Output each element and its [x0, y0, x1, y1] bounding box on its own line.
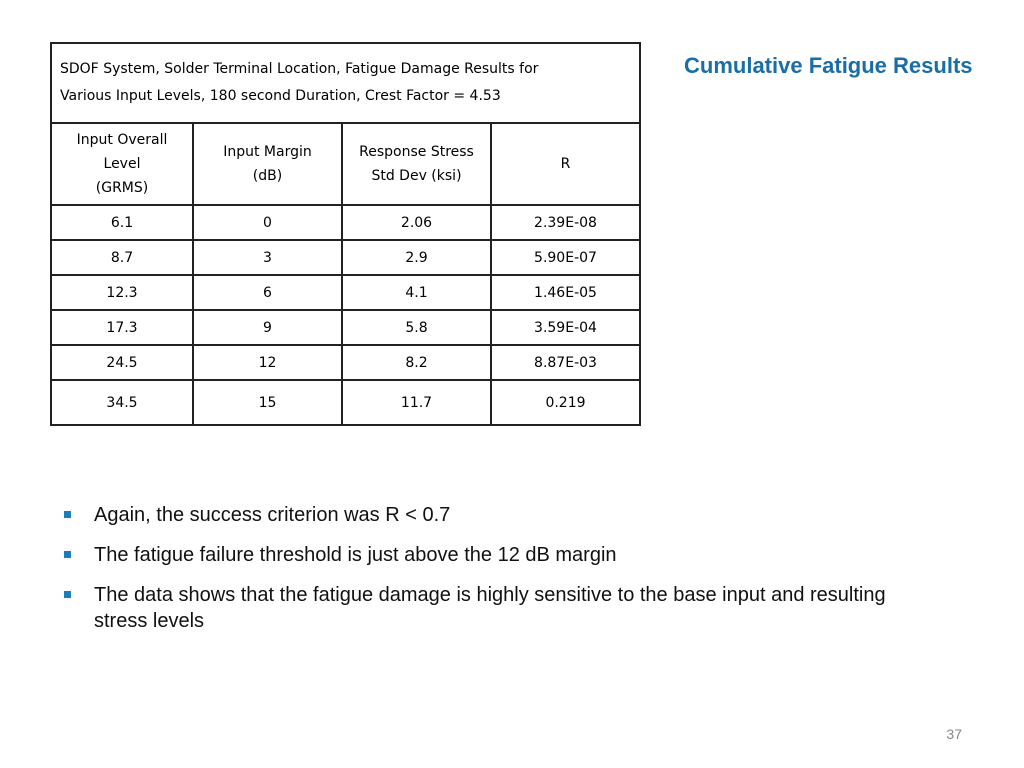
bullet-text: The data shows that the fatigue damage is highly sensitive to the base input and resulting stress levels: [94, 584, 886, 632]
square-bullet-icon: [64, 551, 71, 558]
header-text: Level: [103, 156, 141, 172]
cell-response-stress: 5.8: [342, 310, 491, 345]
header-r: R: [491, 123, 640, 205]
cell-input-margin: 3: [193, 240, 342, 275]
cell-input-margin: 9: [193, 310, 342, 345]
header-text: (dB): [252, 168, 283, 184]
bullet-item: [64, 542, 944, 568]
cell-response-stress: 4.1: [342, 275, 491, 310]
cell-r: 0.219: [491, 380, 640, 425]
header-text: (GRMS): [95, 180, 149, 196]
cell-input-level: 8.7: [51, 240, 193, 275]
header-text: Input Overall: [76, 132, 168, 148]
cell-r: 2.39E-08: [491, 205, 640, 240]
fatigue-results-table: [50, 42, 641, 426]
cell-input-level: 24.5: [51, 345, 193, 380]
table-caption-row: [51, 43, 640, 123]
bullet-text: Again, the success criterion was R < 0.7: [94, 504, 451, 526]
table-row: [51, 345, 640, 380]
cell-input-margin: 0: [193, 205, 342, 240]
bullet-item: [64, 502, 944, 528]
cell-response-stress: 8.2: [342, 345, 491, 380]
cell-input-level: 17.3: [51, 310, 193, 345]
table-row: [51, 380, 640, 425]
table-row: [51, 240, 640, 275]
cell-response-stress: 2.06: [342, 205, 491, 240]
square-bullet-icon: [64, 511, 71, 518]
table-caption: [51, 43, 640, 123]
table-caption-line-2: Various Input Levels, 180 second Duration, Crest Factor = 4.53: [60, 88, 501, 104]
header-response-stress: [342, 123, 491, 205]
cell-r: 5.90E-07: [491, 240, 640, 275]
cell-r: 1.46E-05: [491, 275, 640, 310]
header-text: Input Margin: [223, 144, 312, 160]
square-bullet-icon: [64, 591, 71, 598]
bullet-list: [64, 502, 944, 648]
table-row: [51, 310, 640, 345]
table-row: [51, 275, 640, 310]
cell-r: 8.87E-03: [491, 345, 640, 380]
cell-input-margin: 6: [193, 275, 342, 310]
header-input-level: [51, 123, 193, 205]
cell-response-stress: 2.9: [342, 240, 491, 275]
bullet-item: [64, 582, 944, 634]
cell-input-level: 34.5: [51, 380, 193, 425]
header-text: Std Dev (ksi): [371, 168, 462, 184]
cell-input-margin: 12: [193, 345, 342, 380]
cell-input-level: 6.1: [51, 205, 193, 240]
header-text: Response Stress: [359, 144, 474, 160]
cell-response-stress: 11.7: [342, 380, 491, 425]
bullet-text: The fatigue failure threshold is just above the 12 dB margin: [94, 544, 617, 566]
cell-r: 3.59E-04: [491, 310, 640, 345]
cell-input-margin: 15: [193, 380, 342, 425]
cell-input-level: 12.3: [51, 275, 193, 310]
table-header-row: [51, 123, 640, 205]
header-input-margin: [193, 123, 342, 205]
slide-title: Cumulative Fatigue Results: [684, 53, 973, 78]
table-row: [51, 205, 640, 240]
table-caption-line-1: SDOF System, Solder Terminal Location, Fatigue Damage Results for: [60, 61, 539, 77]
page-number: 37: [946, 726, 962, 742]
